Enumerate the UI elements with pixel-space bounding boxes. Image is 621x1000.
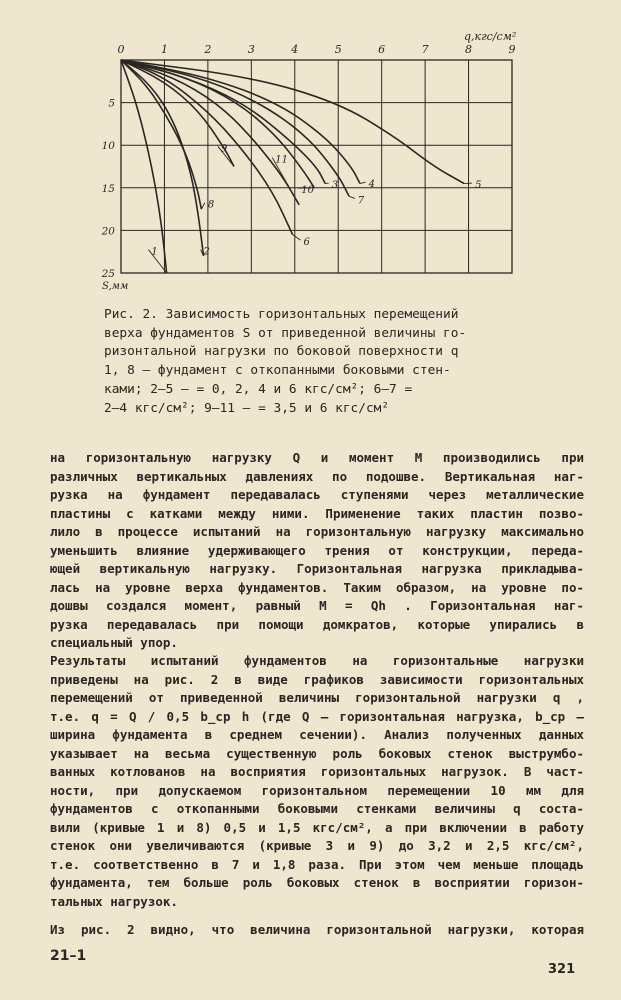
text-line: фундамента, тем больше роль боковых стенок в восприятии горизон- — [50, 875, 584, 890]
curve-label-11: 11 — [275, 154, 288, 166]
x-tick-label: 0 — [117, 43, 125, 56]
text-line: ширина фундамента в среднем сечении). Анализ полученных данных — [50, 727, 584, 742]
x-tick-label: 4 — [291, 43, 299, 56]
paragraph-1 — [50, 449, 584, 653]
curve-label-leader — [201, 203, 205, 209]
x-tick-label: 9 — [508, 43, 516, 56]
caption-line: Рис. 2. Зависимость горизонтальных перемещений — [104, 307, 459, 322]
text-line: уменьшить влияние удерживающего трения от конструкции, переда- — [50, 542, 584, 558]
y-tick-label: 15 — [101, 182, 115, 195]
text-line: рузка на фундамент передавалась ступенями через металлические — [50, 487, 584, 502]
text-line: указывает на весьма существенную роль боковых стенок выструмбо- — [50, 745, 584, 761]
printer-signature: 21–1 — [50, 948, 87, 964]
y-axis-label: S,мм — [102, 281, 129, 292]
curve-label-6: 6 — [303, 237, 310, 249]
text-line: перемещений от приведенной величины горизонтальной нагрузки q , — [50, 690, 584, 705]
y-tick-label: 5 — [108, 97, 115, 110]
y-tick-label: 20 — [101, 225, 115, 238]
curve-label-leader — [360, 182, 366, 183]
x-tick-label: 3 — [247, 43, 255, 56]
plot-frame — [121, 60, 512, 273]
curves — [121, 60, 464, 273]
text-line: лась на уровне верха фундаментов. Таким образом, на уровне по- — [50, 579, 584, 595]
curve-label-2: 2 — [203, 246, 210, 258]
curve-10 — [121, 60, 314, 188]
y-tick-labels — [101, 98, 116, 280]
text-line: ющей вертикальную нагрузку. Горизонтальная нагрузка прикладыва- — [50, 561, 584, 576]
text-line: приведены на рис. 2 в виде графиков зависимости горизонтальных — [50, 671, 584, 687]
text-line: Из рис. 2 видно, что величина горизонтальной нагрузки, которая — [50, 922, 584, 937]
text-line: Результаты испытаний фундаментов на горизонтальные нагрузки — [50, 653, 584, 668]
figure-caption — [104, 306, 520, 418]
x-tick-label: 5 — [334, 43, 342, 56]
x-axis-label: q,кгс/см² — [464, 30, 517, 43]
text-line: рузка передавалась при помощи домкратов, которые упирались в — [50, 616, 584, 632]
x-tick-label: 7 — [421, 43, 429, 56]
caption-line: ками; 2–5 – = 0, 2, 4 и 6 кгс/см²; 6–7 = — [104, 381, 413, 397]
paragraph-3 — [50, 921, 584, 940]
curve-label-1: 1 — [151, 246, 158, 258]
curve-label-5: 5 — [475, 180, 482, 192]
curve-label-4: 4 — [368, 179, 376, 191]
x-tick-label: 6 — [378, 43, 386, 56]
y-tick-label: 10 — [101, 140, 115, 153]
curve-label-9: 9 — [220, 143, 228, 155]
curve-7 — [121, 60, 349, 196]
text-line: стенок они увеличиваются (кривые 3 и 9) до 3,2 и 2,5 кгс/см², — [50, 838, 584, 853]
text-line: лило в процессе испытаний на горизонтальную нагрузку максимально — [50, 524, 584, 539]
x-tick-label: 1 — [160, 43, 168, 56]
curve-label-8: 8 — [207, 199, 215, 211]
chart-grid — [121, 60, 512, 273]
text-line: вили (кривые 1 и 8) 0,5 и 1,5 кгс/см², а при включении в работу — [50, 819, 584, 835]
curve-label-3: 3 — [331, 180, 339, 192]
text-line: т.е. соответственно в 7 и 1,8 раза. При этом чем меньше площадь — [50, 856, 584, 872]
caption-line: верха фундаментов S от приведенной величины го- — [104, 325, 467, 341]
text-line: фундаментов с откопанными боковыми стенками величины q соста- — [50, 801, 584, 816]
paragraph-2 — [50, 652, 584, 911]
text-line: на горизонтальную нагрузку Q и момент M производились при — [50, 450, 584, 465]
text-line: различных вертикальных давлениях по подошве. Вертикальная наг- — [50, 468, 584, 484]
caption-line: 1, 8 – фундамент с откопанными боковыми стен- — [104, 363, 451, 379]
caption-line: ризонтальной нагрузки по боковой поверхности q — [104, 344, 459, 360]
curve-1 — [121, 60, 167, 273]
curve-label-leader — [293, 235, 301, 241]
curve-labels — [148, 143, 481, 273]
x-tick-label: 2 — [204, 43, 212, 56]
text-line: специальный упор. — [50, 635, 178, 650]
curve-label-7: 7 — [357, 195, 365, 207]
text-line: тальных нагрузок. — [50, 893, 178, 909]
text-line: дошвы создался момент, равный M = Qh . Горизонтальная наг- — [50, 598, 584, 613]
x-tick-labels — [118, 43, 516, 56]
caption-line: 2–4 кгс/см²; 9–11 – = 3,5 и 6 кгс/см² — [104, 400, 390, 416]
y-tick-label: 25 — [101, 268, 115, 280]
curve-label-10: 10 — [301, 185, 315, 197]
curve-8 — [121, 60, 201, 209]
text-line: пластины с катками между ними. Применение таких пластин позво- — [50, 505, 584, 521]
x-tick-label: 8 — [465, 43, 473, 56]
formula-line: т.е. q = Q / 0,5 b_cp h (где Q – горизонтальная нагрузка, b_cp – — [50, 708, 584, 724]
page-number: 321 — [548, 962, 576, 977]
text-line: ванных котлованов на восприятия горизонтальных нагрузок. В част- — [50, 764, 584, 779]
text-line: ности, при допускаемом горизонтальном перемещении 10 мм для — [50, 782, 584, 798]
displacement-chart — [0, 0, 621, 300]
curve-label-leader — [349, 196, 355, 198]
